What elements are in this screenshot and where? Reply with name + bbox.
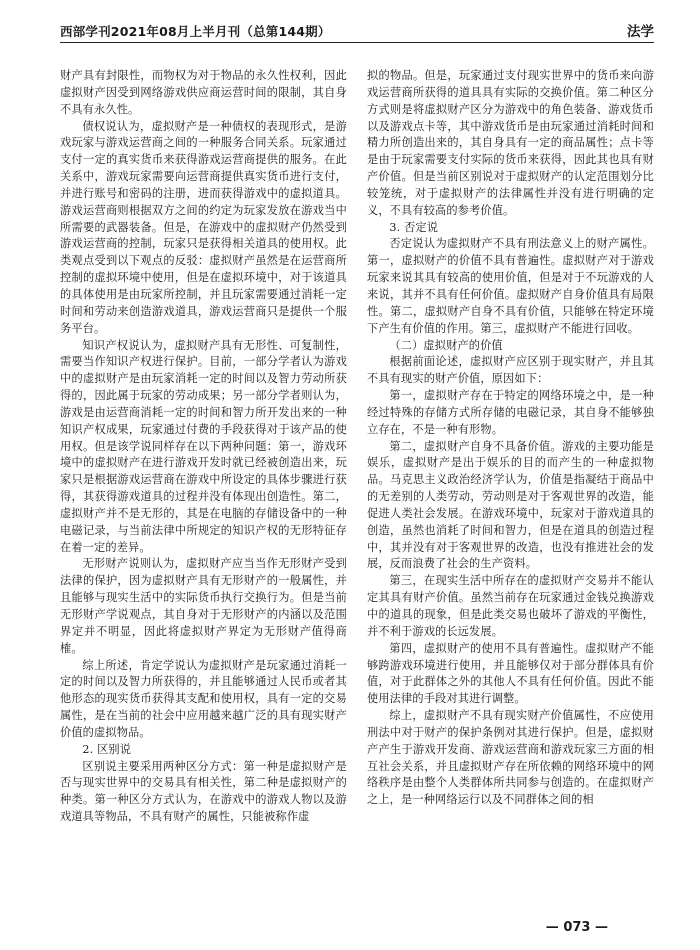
journal-title: 西部学刊2021年08月上半月刊（总第144期） [60,24,331,39]
right-column [367,68,654,904]
paragraph: 根据前面论述，虚拟财产应区别于现实财产，并且其不具有现实的财产价值，原因如下： [367,355,654,386]
paragraph: 无形财产说则认为，虚拟财产应当当作无形财产受到法律的保护，因为虚拟财产具有无形财产的一般属性，并且能够与现实生活中的实际货币执行交换行为。但是当前无形财产学说观点，其自身对于无形财产的内涵以及范围界定并不明显，因此将虚拟财产界定为无形财产值得商榷。 [60,557,347,655]
paragraph: 知识产权说认为，虚拟财产具有无形性、可复制性，需要当作知识产权进行保护。目前，一部分学者认为游戏中的虚拟财产是由玩家消耗一定的时间以及智力劳动所获得的，因此属于玩家的劳动成果；另一部分学者则认为，游戏是由运营商消耗一定的时间和智力所开发出来的一种知识产权成果，玩家通过付费的手段获得对于该产品的使用权。但是该学说同样存在以下两种问题：第一，游戏环境中的虚拟财产在进行游戏开发时就已经被创造出来，玩家只是根据游戏运营商在游戏中所设定的具体步骤进行获得，其获得游戏道具的过程并没有体现出创造性。第二，虚拟财产并不是无形的，其是在电脑的存储设备中的一种电磁记录，与当前法律中所规定的知识产权的无形特征存在着一定的差异。 [60,338,347,554]
paragraph: 第三，在现实生活中所存在的虚拟财产交易并不能认定其具有财产价值。虽然当前存在玩家通过金钱兑换游戏中的道具的现象，但是此类交易也破坏了游戏的平衡性，并不利于游戏的长远发展。 [367,574,654,638]
section-label: 法学 [627,24,654,40]
paragraph: （二）虚拟财产的价值 [389,338,503,352]
paragraph: 否定说认为虚拟财产不具有刑法意义上的财产属性。第一，虚拟财产的价值不具有普遍性。虚拟财产对于游戏玩家来说其具有较高的使用价值，但是对于不玩游戏的人来说，其并不具有任何价值。虚拟财产自身价值具有局限性。第二，虚拟财产自身不具有价值，只能够在特定环境下产生有价值的作用。第三，虚拟财产不能进行回收。 [367,237,654,335]
paragraph: 3. 否定说 [389,220,439,234]
paragraph: 第四，虚拟财产的使用不具有普遍性。虚拟财产不能够跨游戏环境进行使用，并且能够仅对于部分群体具有价值，对于此群体之外的其他人不具有任何价值。因此不能使用法律的手段对其进行调整。 [367,641,654,706]
paragraph: 综上，虚拟财产不具有现实财产价值属性，不应使用刑法中对于财产的保护条例对其进行保护。但是，虚拟财产产生于游戏开发商、游戏运营商和游戏玩家三方面的相互社会关系，并且虚拟财产存在所依赖的网络环境中的网络秩序是由整个人类群体所共同参与创造的。在虚拟财产之上，是一种网络运行以及不同群体之间的相 [367,709,654,807]
left-column [60,68,347,904]
paragraph: 区别说主要采用两种区分方式：第一种是虚拟财产是否与现实世界中的交易具有相关性，第二种是虚拟财产的种类。第一种区分方式认为，在游戏中的游戏人物以及游戏道具等物品，不具有财产的属性，只能被称作虚 [60,759,347,824]
paragraph: 财产具有封限性，而物权为对于物品的永久性权利，因此虚拟财产因受到网络游戏供应商运营时间的限制，其自身不具有永久性。 [60,69,347,116]
paragraph: 第二，虚拟财产自身不具备价值。游戏的主要功能是娱乐，虚拟财产是出于娱乐的目的而产生的一种虚拟物品。马克思主义政治经济学认为，价值是指凝结于商品中的无差别的人类劳动，劳动则是对于客观世界的改造，能促进人类社会发展。在游戏环境中，玩家对于游戏道具的创造，虽然也消耗了时间和智力，但是在道具的创造过程中，其并没有对于客观世界的改造，也没有推进社会的发展，反而浪费了社会的生产资料。 [367,439,654,571]
running-header [60,18,654,43]
article-body [60,68,654,904]
paragraph: 综上所述，肯定学说认为虚拟财产是玩家通过消耗一定的时间以及智力所获得的，并且能够通过人民币或者其他形态的现实货币获得其支配和使用权，具有一定的交易属性，是在当前的社会中应用越来越广泛的具有现实财产价值的虚拟物品。 [60,658,347,739]
paragraph: 2. 区别说 [82,742,132,756]
page-number: — 073 — [545,920,608,935]
paragraph: 债权说认为，虚拟财产是一种债权的表现形式，是游戏玩家与游戏运营商之间的一种服务合同关系。玩家通过支付一定的真实货币来获得游戏运营商提供的服务。在此关系中，游戏玩家需要向运营商提供真实货币进行支付，并进行账号和密码的注册，进而获得游戏中的虚拟道具。游戏运营商则根据双方之间的约定为玩家发放在游戏当中所需要的武器装备。但是，在游戏中的虚拟财产仍然受到游戏运营商的控制，玩家只是获得相关道具的使用权。此类观点受到以下观点的反驳：虚拟财产虽然是在运营商所控制的虚拟环境中使用，但是在虚拟环境中，对于该道具的具体使用是由玩家所控制，并且玩家需要通过消耗一定时间和劳动来创造游戏道具，游戏运营商只是提供一个服务平台。 [60,119,347,335]
paragraph: 拟的物品。但是，玩家通过支付现实世界中的货币来向游戏运营商所获得的道具具有实际的交换价值。第二种区分方式则是将虚拟财产区分为游戏中的角色装备、游戏货币以及游戏点卡等，其中游戏货币是由玩家通过消耗时间和精力所创造出来的，其自身具有一定的商品属性；点卡等是由于玩家需要支付实际的货币来获得，因此其也具有财产价值。但是当前区别说对于虚拟财产的认定范围划分比较笼统，对于虚拟财产的法律属性并没有进行明确的定义，不具有较高的参考价值。 [367,69,654,217]
paragraph: 第一，虚拟财产存在于特定的网络环境之中，是一种经过特殊的存储方式所存储的电磁记录，其自身不能够独立存在，不是一种有形物。 [367,389,654,436]
